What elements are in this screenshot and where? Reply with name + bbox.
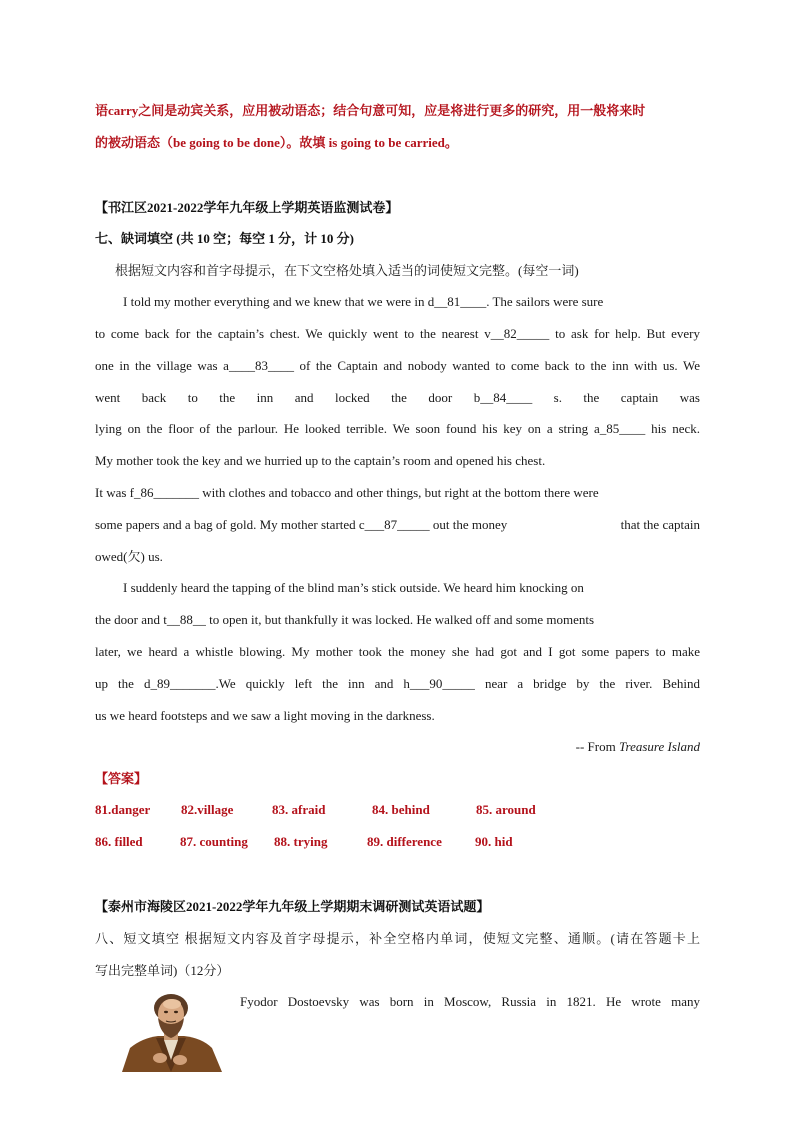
section8-instruction-line-1: 八、短文填空 根据短文内容及首字母提示，补全空格内单词，使短文完整、通顺。(请在答题卡上: [95, 931, 700, 946]
answer-item: 87. counting: [180, 834, 248, 849]
author-portrait-image: [112, 990, 230, 1072]
passage-line: the door and t__88__ to open it, but thankfully it was locked. He walked off and some moments: [95, 612, 595, 627]
explanation-line-1: 语carry之间是动宾关系，应用被动语态；结合句意可知，应是将进行更多的研究，用一般将来时: [95, 103, 646, 118]
passage-line: us we heard footsteps and we saw a light moving in the darkness.: [95, 708, 435, 723]
answer-item: 84. behind: [372, 802, 430, 817]
passage-line: that the captain: [620, 517, 700, 532]
section8-source: 【泰州市海陵区2021-2022学年九年级上学期期末调研测试英语试题】: [95, 899, 490, 914]
answer-item: 82.village: [181, 802, 234, 817]
explanation-line-2: 的被动语态（be going to be done）。故填 is going to be carried。: [95, 135, 458, 150]
passage-line: owed(欠) us.: [95, 549, 163, 564]
answer-item: 85. around: [476, 802, 536, 817]
answer-item: 83. afraid: [272, 802, 326, 817]
section7-heading: 七、缺词填空 (共 10 空；每空 1 分，计 10 分): [95, 231, 354, 246]
passage-line: My mother took the key and we hurried up to the captain’s room and opened his chest.: [95, 453, 546, 468]
answer-item: 81.danger: [95, 802, 151, 817]
passage-line: lying on the floor of the parlour. He looked terrible. We soon found his key on a string a_85____ his neck.: [95, 421, 700, 436]
section8-instruction-line-2: 写出完整单词)（12分）: [95, 963, 230, 978]
passage-line: It was f_86_______ with clothes and tobacco and other things, but right at the bottom there were: [95, 485, 599, 500]
passage-line: I told my mother everything and we knew that we were in d__81____. The sailors were sure: [123, 294, 604, 309]
passage-line: up the d_89_______.We quickly left the inn and h___90_____ near a bridge by the river. Behind: [95, 676, 700, 691]
credit-prefix: -- From: [575, 739, 619, 754]
passage-line: to come back for the captain’s chest. We quickly went to the nearest v__82_____ to ask for help. But every: [95, 326, 700, 341]
answer-item: 88. trying: [274, 834, 328, 849]
section7-source: 【邗江区2021-2022学年九年级上学期英语监测试卷】: [95, 200, 399, 215]
passage-line: went back to the inn and locked the door b__84____ s. the captain was: [95, 390, 700, 405]
answer-label: 【答案】: [95, 771, 148, 786]
passage-line: I suddenly heard the tapping of the blind man’s stick outside. We heard him knocking on: [123, 580, 584, 595]
section7-instruction: 根据短文内容和首字母提示，在下文空格处填入适当的词使短文完整。(每空一词): [115, 263, 579, 278]
answer-item: 86. filled: [95, 834, 143, 849]
answer-item: 89. difference: [367, 834, 442, 849]
passage-credit: [95, 738, 700, 756]
passage-line: later, we heard a whistle blowing. My mother took the money she had got and I got some papers to make: [95, 644, 700, 659]
passage-line: one in the village was a____83____ of the Captain and nobody wanted to come back to the inn with us. We: [95, 358, 700, 373]
section8-passage-start: Fyodor Dostoevsky was born in Moscow, Russia in 1821. He wrote many: [240, 994, 700, 1009]
credit-title: Treasure Island: [618, 739, 700, 754]
passage-line: some papers and a bag of gold. My mother started c___87_____ out the money: [95, 517, 508, 532]
answer-item: 90. hid: [475, 834, 513, 849]
